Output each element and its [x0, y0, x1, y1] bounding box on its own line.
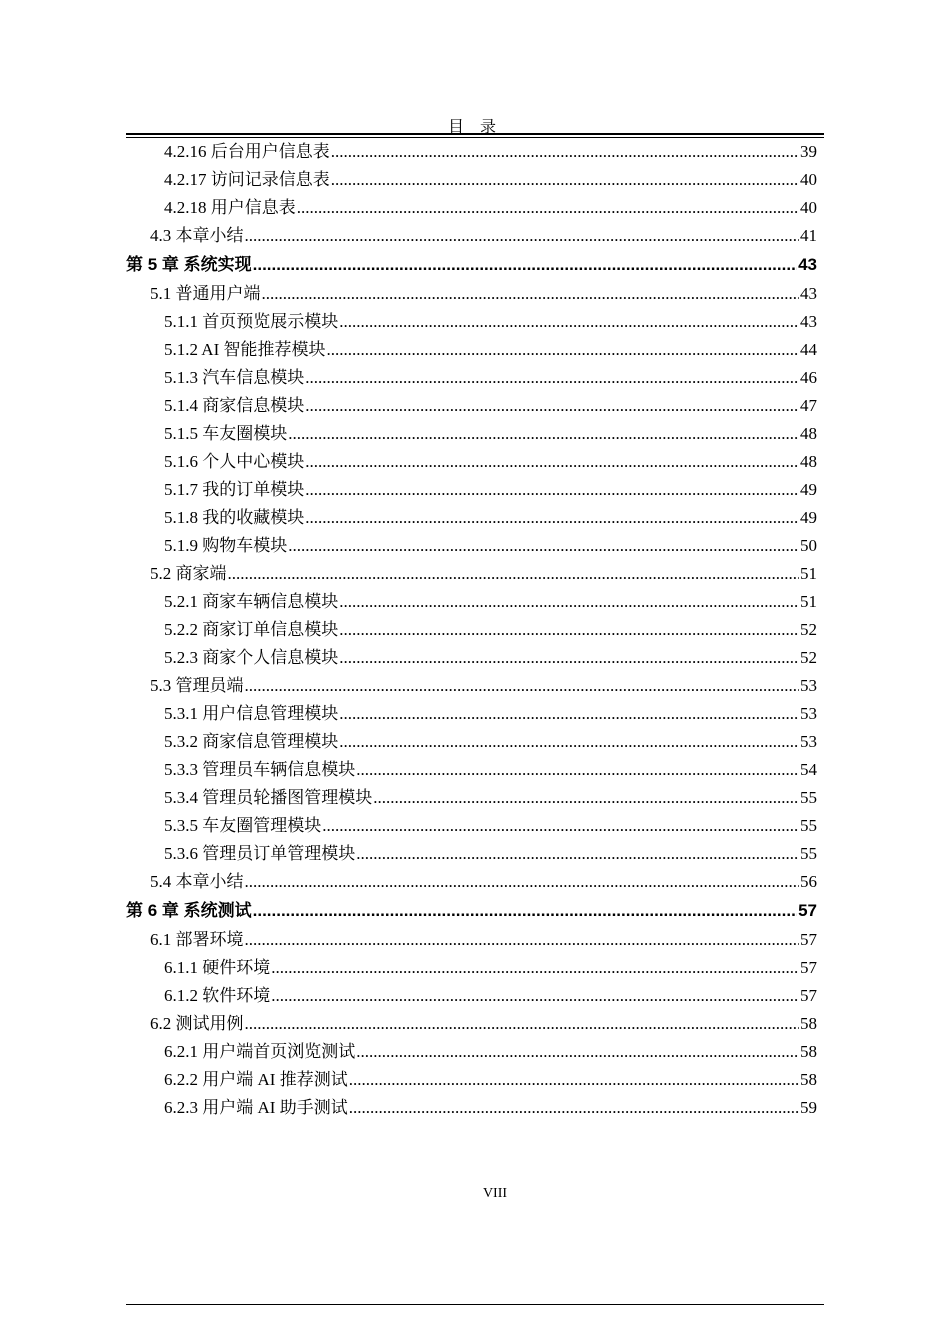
- toc-entry[interactable]: [126, 194, 817, 222]
- toc-entry[interactable]: [126, 308, 817, 336]
- toc-entry[interactable]: [126, 756, 817, 784]
- toc-entry-page: 52: [800, 620, 817, 639]
- toc-entry-title: 4.2.16 后台用户信息表: [164, 142, 330, 161]
- toc-entry-page: 58: [800, 1014, 817, 1033]
- dot-leader: [349, 1094, 799, 1122]
- toc-chapter-entry[interactable]: [126, 896, 817, 926]
- toc-entry[interactable]: [126, 954, 817, 982]
- toc-entry-page: 57: [800, 986, 817, 1005]
- toc-entry[interactable]: [126, 280, 817, 308]
- toc-entry-title: 6.1 部署环境: [150, 930, 244, 949]
- toc-entry[interactable]: [126, 336, 817, 364]
- toc-entry-page: 59: [800, 1098, 817, 1117]
- toc-entry[interactable]: [126, 504, 817, 532]
- toc-entry[interactable]: [126, 476, 817, 504]
- toc-entry[interactable]: [126, 868, 817, 896]
- dot-leader: [245, 926, 800, 954]
- dot-leader: [288, 532, 799, 560]
- toc-entry-title: 5.1.6 个人中心模块: [164, 452, 305, 471]
- toc-entry-title: 6.1.1 硬件环境: [164, 958, 271, 977]
- toc-entry-title: 5.2 商家端: [150, 564, 227, 583]
- toc-entry-title: 5.1.3 汽车信息模块: [164, 368, 305, 387]
- dot-leader: [245, 868, 800, 896]
- toc-entry-page: 51: [800, 564, 817, 583]
- toc-entry-title: 5.3.1 用户信息管理模块: [164, 704, 339, 723]
- toc-entry[interactable]: [126, 1066, 817, 1094]
- toc-entry[interactable]: [126, 420, 817, 448]
- toc-entry[interactable]: [126, 926, 817, 954]
- toc-entry[interactable]: [126, 616, 817, 644]
- toc-entry-page: 53: [800, 732, 817, 751]
- toc-entry-title: 6.2.3 用户端 AI 助手测试: [164, 1098, 348, 1117]
- toc-entry-page: 43: [798, 255, 817, 274]
- toc-entry-page: 40: [800, 198, 817, 217]
- toc-entry-title: 第 5 章 系统实现: [126, 255, 252, 274]
- toc-entry-page: 56: [800, 872, 817, 891]
- dot-leader: [271, 982, 799, 1010]
- toc-entry[interactable]: [126, 448, 817, 476]
- toc-entry-page: 46: [800, 368, 817, 387]
- toc-entry-page: 55: [800, 816, 817, 835]
- dot-leader: [305, 448, 799, 476]
- toc-entry-title: 5.1.1 首页预览展示模块: [164, 312, 339, 331]
- toc-entry[interactable]: [126, 532, 817, 560]
- toc-entry-title: 6.2 测试用例: [150, 1014, 244, 1033]
- toc-entry-title: 4.2.17 访问记录信息表: [164, 170, 330, 189]
- toc-entry[interactable]: [126, 812, 817, 840]
- toc-entry[interactable]: [126, 166, 817, 194]
- page-header-title: 目 录: [447, 119, 502, 136]
- toc-entry-page: 49: [800, 480, 817, 499]
- toc-entry-page: 53: [800, 704, 817, 723]
- dot-leader: [305, 364, 799, 392]
- toc-entry-page: 49: [800, 508, 817, 527]
- toc-entry[interactable]: [126, 222, 817, 250]
- toc-entry[interactable]: [126, 728, 817, 756]
- header-rule: [126, 133, 824, 135]
- dot-leader: [339, 308, 799, 336]
- toc-entry[interactable]: [126, 588, 817, 616]
- toc-entry-title: 5.3.3 管理员车辆信息模块: [164, 760, 356, 779]
- toc-entry-title: 6.2.2 用户端 AI 推荐测试: [164, 1070, 348, 1089]
- dot-leader: [339, 728, 799, 756]
- toc-entry-title: 5.1.9 购物车模块: [164, 536, 288, 555]
- dot-leader: [228, 560, 800, 588]
- toc-entry-page: 51: [800, 592, 817, 611]
- toc-entry-page: 57: [800, 930, 817, 949]
- toc-entry-title: 第 6 章 系统测试: [126, 901, 252, 920]
- toc-entry-page: 57: [798, 901, 817, 920]
- toc-entry-title: 5.3.5 车友圈管理模块: [164, 816, 322, 835]
- toc-entry[interactable]: [126, 840, 817, 868]
- toc-entry-page: 57: [800, 958, 817, 977]
- toc-entry-title: 5.3.2 商家信息管理模块: [164, 732, 339, 751]
- dot-leader: [339, 644, 799, 672]
- toc-entry-page: 43: [800, 284, 817, 303]
- dot-leader: [339, 700, 799, 728]
- toc-entry-page: 48: [800, 424, 817, 443]
- dot-leader: [288, 420, 799, 448]
- toc-entry[interactable]: [126, 1038, 817, 1066]
- toc-entry-title: 5.2.2 商家订单信息模块: [164, 620, 339, 639]
- dot-leader: [297, 194, 799, 222]
- toc-entry-page: 58: [800, 1042, 817, 1061]
- toc-entry-page: 55: [800, 844, 817, 863]
- dot-leader: [373, 784, 799, 812]
- toc-entry-title: 4.3 本章小结: [150, 226, 244, 245]
- toc-entry[interactable]: [126, 982, 817, 1010]
- dot-leader: [349, 1066, 799, 1094]
- dot-leader: [253, 250, 797, 280]
- toc-entry-title: 5.1.7 我的订单模块: [164, 480, 305, 499]
- toc-entry-title: 5.3.4 管理员轮播图管理模块: [164, 788, 373, 807]
- toc-entry[interactable]: [126, 392, 817, 420]
- page-number: VIII: [482, 1186, 508, 1201]
- toc-entry-title: 5.1.8 我的收藏模块: [164, 508, 305, 527]
- toc-entry-title: 5.4 本章小结: [150, 872, 244, 891]
- dot-leader: [356, 840, 799, 868]
- toc-entry-page: 40: [800, 170, 817, 189]
- toc-entry[interactable]: [126, 364, 817, 392]
- toc-entry-title: 6.1.2 软件环境: [164, 986, 271, 1005]
- toc-entry-title: 5.1.2 AI 智能推荐模块: [164, 340, 326, 359]
- dot-leader: [262, 280, 800, 308]
- toc-entry-page: 53: [800, 676, 817, 695]
- dot-leader: [253, 896, 797, 926]
- toc-entry[interactable]: [126, 560, 817, 588]
- dot-leader: [339, 588, 799, 616]
- dot-leader: [331, 166, 799, 194]
- toc-entry[interactable]: [126, 784, 817, 812]
- dot-leader: [305, 476, 799, 504]
- dot-leader: [271, 954, 799, 982]
- toc-entry-title: 4.2.18 用户信息表: [164, 198, 296, 217]
- dot-leader: [356, 756, 799, 784]
- dot-leader: [322, 812, 799, 840]
- toc-entry[interactable]: [126, 1094, 817, 1122]
- toc-entry-title: 5.1.4 商家信息模块: [164, 396, 305, 415]
- toc-entry-page: 41: [800, 226, 817, 245]
- toc-entry[interactable]: [126, 672, 817, 700]
- dot-leader: [327, 336, 800, 364]
- dot-leader: [339, 616, 799, 644]
- toc-entry-page: 39: [800, 142, 817, 161]
- toc-entry-page: 48: [800, 452, 817, 471]
- toc-entry-title: 5.2.3 商家个人信息模块: [164, 648, 339, 667]
- toc-entry-title: 5.3 管理员端: [150, 676, 244, 695]
- toc-entry-page: 54: [800, 760, 817, 779]
- toc-entry-title: 5.2.1 商家车辆信息模块: [164, 592, 339, 611]
- toc-entry-page: 43: [800, 312, 817, 331]
- footer-rule: [126, 1304, 824, 1305]
- dot-leader: [331, 138, 799, 166]
- toc-entry-title: 6.2.1 用户端首页浏览测试: [164, 1042, 356, 1061]
- dot-leader: [245, 1010, 800, 1038]
- dot-leader: [305, 392, 799, 420]
- dot-leader: [356, 1038, 799, 1066]
- dot-leader: [245, 222, 800, 250]
- toc-entry[interactable]: [126, 138, 817, 166]
- toc-entry-page: 52: [800, 648, 817, 667]
- toc-entry-page: 47: [800, 396, 817, 415]
- toc-entry-page: 50: [800, 536, 817, 555]
- toc-entry-title: 5.1 普通用户端: [150, 284, 261, 303]
- table-of-contents: [126, 138, 817, 1122]
- toc-entry-page: 58: [800, 1070, 817, 1089]
- toc-entry[interactable]: [126, 644, 817, 672]
- toc-chapter-entry[interactable]: [126, 250, 817, 280]
- dot-leader: [245, 672, 800, 700]
- toc-entry-page: 55: [800, 788, 817, 807]
- toc-entry[interactable]: [126, 1010, 817, 1038]
- toc-entry-page: 44: [800, 340, 817, 359]
- toc-entry-title: 5.3.6 管理员订单管理模块: [164, 844, 356, 863]
- toc-entry-title: 5.1.5 车友圈模块: [164, 424, 288, 443]
- dot-leader: [305, 504, 799, 532]
- toc-entry[interactable]: [126, 700, 817, 728]
